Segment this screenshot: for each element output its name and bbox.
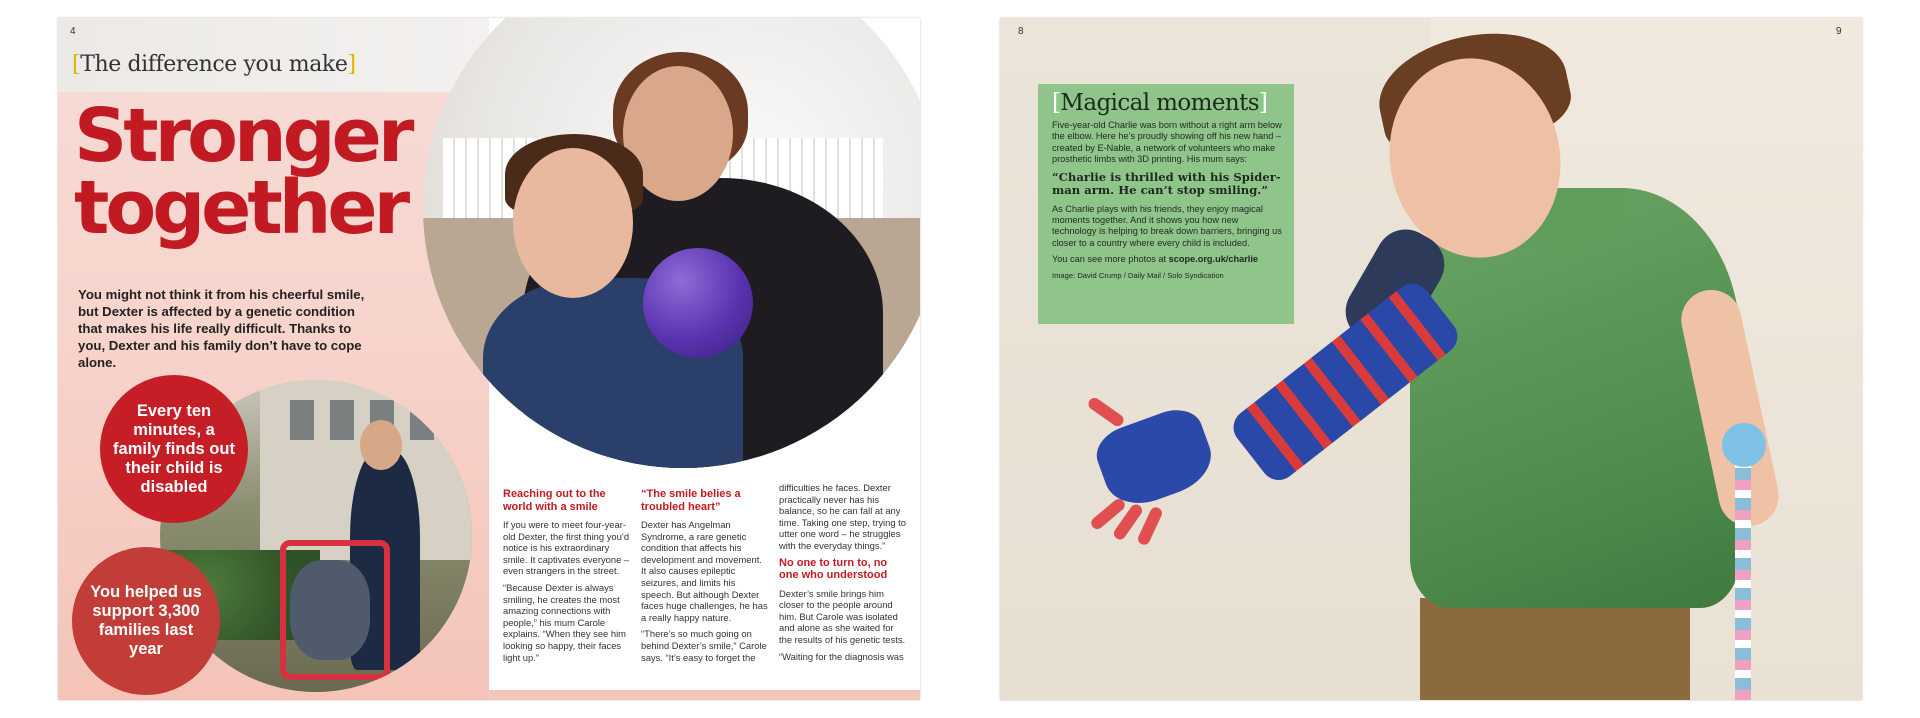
child-in-buggy bbox=[290, 560, 370, 660]
see-more-prefix: You can see more photos at bbox=[1052, 254, 1169, 265]
article-body bbox=[489, 478, 920, 700]
paragraph: Dexter’s smile brings him closer to the people around him. But Carole was isolated and alone as she waited for the results of his genetic tests. bbox=[779, 587, 906, 645]
paragraph: difficulties he faces. Dexter practically never has his balance, so he can fall at any time. Taking one step, trying to utter one word – he struggles with the everyday things.” bbox=[779, 482, 906, 551]
paragraph: “Waiting for the diagnosis was bbox=[779, 650, 904, 662]
scope-link[interactable]: scope.org.uk/charlie bbox=[1168, 254, 1258, 265]
section-tag-text: The difference you make bbox=[80, 52, 348, 77]
headline-line-1: Stronger bbox=[74, 93, 411, 179]
stat-text: Every ten minutes, a family finds out their child is disabled bbox=[113, 401, 235, 496]
purple-balloon bbox=[643, 248, 753, 358]
article-column-1 bbox=[503, 488, 631, 668]
paragraph: “Because Dexter is always smiling, he creates the most amazing connections with people,” his mum Carole explains. “When they see him looking so happy, their faces light up.” bbox=[503, 581, 626, 663]
page-number: 4 bbox=[70, 26, 76, 37]
right-spread bbox=[1000, 18, 1862, 700]
woman-face bbox=[360, 420, 402, 470]
image-credit: Image: David Crump / Daily Mail / Solo Syndication bbox=[1052, 270, 1224, 280]
headline bbox=[74, 93, 484, 251]
window bbox=[290, 400, 314, 440]
mother-and-son-photo bbox=[423, 18, 920, 468]
see-more-line bbox=[1052, 254, 1282, 265]
section-tag bbox=[72, 52, 356, 77]
bracket-close: ] bbox=[1258, 90, 1268, 116]
window bbox=[330, 400, 354, 440]
page-number: 8 bbox=[1018, 26, 1024, 37]
boy-face bbox=[513, 148, 633, 298]
article-column-2 bbox=[641, 488, 769, 668]
crutch-handle bbox=[1722, 423, 1766, 467]
paragraph: “There’s so much going on behind Dexter’s smile,” Carole says. “It’s easy to forget the bbox=[641, 628, 767, 663]
stat-circle-families bbox=[100, 375, 248, 523]
column-heading: Reaching out to the world with a smile bbox=[503, 488, 606, 513]
intro-paragraph: You might not think it from his cheerful smile, but Dexter is affected by a genetic condition that makes his life really difficult. Thanks to you, Dexter and his family don’t have to cope alone. bbox=[78, 287, 365, 370]
bracket-close: ] bbox=[347, 52, 356, 77]
magical-moments-box bbox=[1038, 84, 1294, 324]
pull-quote: “Charlie is thrilled with his Spider-man arm. He can’t stop smiling.” bbox=[1052, 169, 1281, 198]
box-title bbox=[1052, 90, 1282, 116]
stat-circle-supported bbox=[72, 547, 220, 695]
bracket-open: [ bbox=[72, 52, 81, 77]
article-column-3 bbox=[779, 482, 907, 667]
column-heading: No one to turn to, no one who understood bbox=[779, 556, 888, 582]
crutch bbox=[1735, 438, 1751, 700]
box-title-text: Magical moments bbox=[1060, 90, 1259, 116]
paragraph: If you were to meet four-year-old Dexter, the first thing you’d notice is his extraordinary smile. It captivates everyone – even strangers in the street. bbox=[503, 519, 630, 577]
bracket-open: [ bbox=[1052, 90, 1061, 116]
bottom-bar bbox=[489, 690, 920, 700]
trousers bbox=[1420, 598, 1690, 700]
headline-line-2: together bbox=[74, 165, 407, 251]
column-heading: “The smile belies a troubled heart” bbox=[641, 488, 741, 513]
paragraph: Dexter has Angelman Syndrome, a rare genetic condition that affects his development and movement. It also causes epileptic seizures, and limits his speech. But although Dexter faces huge challenges, he has a really happy nature. bbox=[641, 519, 768, 623]
left-spread bbox=[58, 18, 920, 700]
page-number: 9 bbox=[1836, 26, 1842, 37]
paragraph: Five-year-old Charlie was born without a right arm below the elbow. Here he’s proudly showing off his new hand – created by E-Nable, a network of volunteers who make prosthetic limbs with 3D printing. His mum says: bbox=[1052, 120, 1282, 165]
window bbox=[410, 400, 434, 440]
stat-text: You helped us support 3,300 families last year bbox=[90, 583, 202, 658]
paragraph: As Charlie plays with his friends, they enjoy magical moments together. And it shows you how new technology is helping to break down barriers, bringing us closer to a country where every child is included. bbox=[1052, 203, 1282, 248]
